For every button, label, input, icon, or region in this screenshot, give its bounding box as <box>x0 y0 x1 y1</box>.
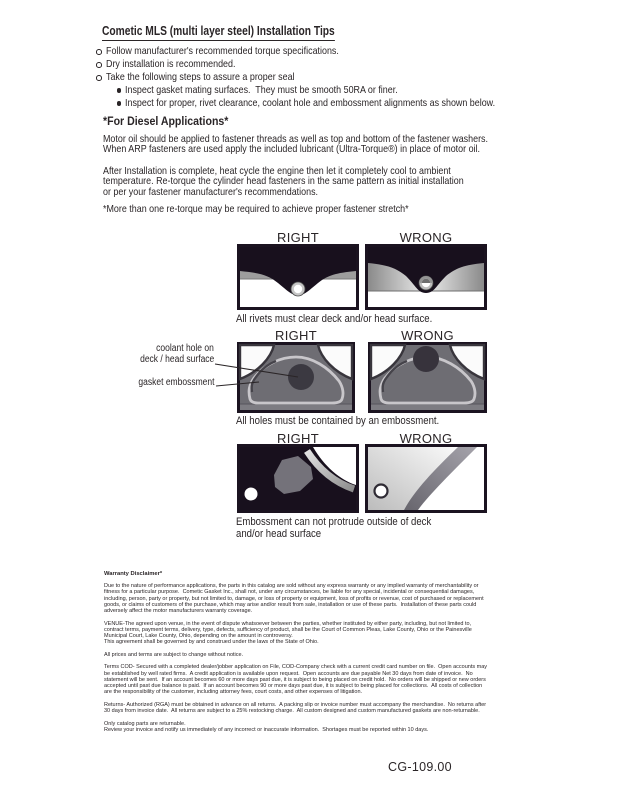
page-code: CG-109.00 <box>388 760 452 774</box>
figure-protrude-right <box>237 444 359 513</box>
figure-rivet-wrong <box>365 244 487 310</box>
warranty-section <box>104 571 528 739</box>
diesel-section-heading: *For Diesel Applications* <box>103 116 229 128</box>
wrong-heading: WRONG <box>401 328 454 343</box>
annotation-coolant-hole: coolant hole on deck / head surface <box>139 343 214 365</box>
right-heading: RIGHT <box>275 328 317 343</box>
retorque-note: *More than one re-torque may be required to achieve proper fastener stretch* <box>103 203 409 215</box>
legal-paragraph-venue: VENUE-The agreed upon venue, in the event of dispute whatsoever between the parties, whether instituted by either party, including, but not limited to, contract terms, payment terms, delivery, type, defects, sufficiency of product, shall be the Court of Common Pleas, Lake County, Ohio or the Painesville Municipal Court, Lake County, Ohio, depending on the amount in controversy. This agreement shall be governed by and construed under the laws of the State of Ohio. <box>104 620 472 646</box>
tip-item <box>96 58 561 71</box>
tip-item <box>96 45 561 58</box>
bolt-hole-icon <box>375 485 388 498</box>
legal-paragraph-terms: Terms COD- Secured with a completed dealer/jobber application on File, COD-Company check with a current credit card number on file. Open accounts may be established by well rated firms. A credit application is available upon request. Open accounts are due payable Net 30 days from date of invoice. No statement will be sent. If an account becomes 60 or more days past due, it is subject to being placed on credit hold. No orders will be shipped or new orders accepted until past due balance is paid. If an account becomes 90 or more days past due, it is subject to being placed for collections. All costs of collection are the responsibility of the customer, including attorney fees, court costs, and other expenses of litigation. <box>104 664 488 696</box>
figure-embossment-wrong <box>368 342 487 413</box>
open-bullet-icon <box>96 75 102 81</box>
legal-paragraph-catalog: Only catalog parts are returnable. Review your invoice and notify us immediately of any incorrect or inaccurate information. Shortages must be reported within 10 days. <box>104 720 429 733</box>
legal-paragraph-prices: All prices and terms are subject to change without notice. <box>104 651 244 658</box>
tip-text: Inspect for proper, rivet clearance, coolant hole and embossment alignments as shown below. <box>125 97 496 109</box>
tip-text: Take the following steps to assure a proper seal <box>105 71 295 83</box>
tip-sub-item <box>117 84 561 97</box>
coolant-hole-icon <box>413 346 439 372</box>
figure-caption-protrusion: Embossment can not protrude outside of deck and/or head surface <box>236 516 432 540</box>
tip-item <box>96 71 561 84</box>
wrong-heading: WRONG <box>399 431 453 446</box>
bolt-hole-icon <box>245 488 258 501</box>
tip-text: Dry installation is recommended. <box>105 58 236 70</box>
legal-paragraph-warranty: Due to the nature of performance applications, the parts in this catalog are sold without any express warranty or any implied warranty of merchantability or fitness for a particular purpose. Cometic Gasket Inc., shall not, under any circumstances, be liable for any special, incidental or consequential damages, including, person, party or property, but not limited to, damage, or loss of property or equipment, loss of profits or revenue, cost of purchased or replacement goods, or claims of customers of the purchase, which may arise and/or result from sale, installation or use of these parts. Installation of these parts could adversely affect the motor manufacturers warranty coverage. <box>104 583 484 615</box>
right-heading: RIGHT <box>277 431 319 446</box>
figure-protrude-wrong <box>365 444 487 513</box>
rivet-clearance-right-graphic <box>237 244 359 310</box>
open-bullet-icon <box>96 49 102 55</box>
protrusion-right-graphic <box>237 444 359 513</box>
tip-sub-item <box>117 97 561 110</box>
installation-tips-list <box>96 45 561 110</box>
filled-bullet-icon <box>117 88 121 92</box>
diesel-paragraph-retorque: After Installation is complete, heat cycle the engine then let it completely cool to ambient temperature. Re-torque the cylinder head fasteners in the same pattern as initial installation or per your fastener manufacturer's recommendations. <box>103 165 464 198</box>
figure-caption-rivets: All rivets must clear deck and/or head surface. <box>236 313 433 325</box>
warranty-heading: Warranty Disclaimer* <box>104 571 163 577</box>
rivet-clearance-wrong-graphic <box>365 244 487 310</box>
protrusion-wrong-graphic <box>365 444 487 513</box>
diesel-paragraph-oil: Motor oil should be applied to fastener threads as well as top and bottom of the fastener washers. When ARP fasteners are used apply the included lubricant (Ultra-Torque®) in place of motor oil. <box>103 133 488 156</box>
filled-bullet-icon <box>117 101 121 105</box>
figure-caption-holes: All holes must be contained by an embossment. <box>236 415 440 427</box>
leader-lines <box>212 340 324 400</box>
annotation-gasket-embossment: gasket embossment <box>137 377 214 388</box>
tip-text: Follow manufacturer's recommended torque specifications. <box>105 45 339 57</box>
tip-text: Inspect gasket mating surfaces. They must be smooth 50RA or finer. <box>125 84 398 96</box>
open-bullet-icon <box>96 62 102 68</box>
wrong-heading: WRONG <box>399 230 453 245</box>
page-title: Cometic MLS (multi layer steel) Installation Tips <box>102 24 386 41</box>
legal-paragraph-returns: Returns- Authorized (RGA) must be obtained in advance on all returns. A packing slip or invoice number must accompany the merchandise. No returns after 30 days from invoice date. All returns are subject to a 25% restocking charge. All custom designed and custom manufactured gaskets are non-returnable. <box>104 701 487 715</box>
figure-rivet-right <box>237 244 359 310</box>
embossment-wrong-graphic <box>368 342 487 413</box>
right-heading: RIGHT <box>277 230 319 245</box>
